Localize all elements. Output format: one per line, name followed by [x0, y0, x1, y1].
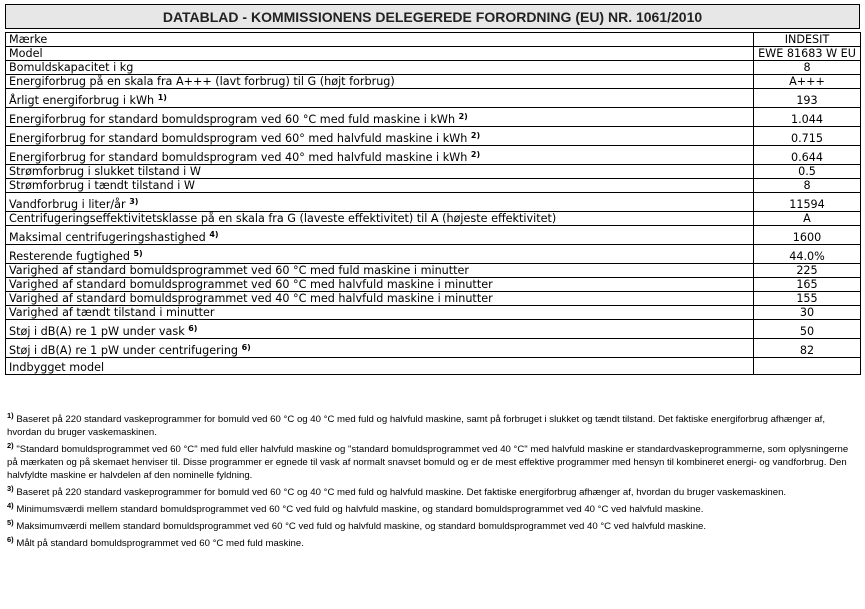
footnote-ref: 3)	[129, 197, 139, 206]
footnote-ref: 2)	[470, 150, 481, 159]
footnote-ref: 1)	[157, 93, 167, 102]
row-value: 8	[754, 61, 861, 75]
footnote	[7, 537, 855, 550]
footnote-text: Baseret på 220 standard vaskeprogrammer for bomuld ved 60 °C og 40 °C med fuld og halvfuld maskine. Det faktiske energiforbrug afhænger af, hvordan du bruger vaskemaskinen.	[16, 487, 787, 498]
table-row	[6, 75, 861, 89]
datasheet	[5, 4, 860, 375]
row-label: Vandforbrug i liter/år $^{3)}$	[6, 193, 754, 212]
table-row	[6, 264, 861, 278]
footnote-text: Målt på standard bomuldsprogrammet ved 60 °C med fuld maskine.	[16, 538, 304, 549]
footnote	[7, 413, 855, 439]
footnote	[7, 503, 855, 516]
table-row	[6, 179, 861, 193]
footnote	[7, 443, 855, 482]
row-value: A	[754, 212, 861, 226]
row-value: 165	[754, 278, 861, 292]
table-row	[6, 127, 861, 146]
table-row	[6, 89, 861, 108]
footnote-ref: 6)	[241, 343, 251, 352]
row-label: Strømforbrug i slukket tilstand i W	[6, 165, 754, 179]
table-row	[6, 165, 861, 179]
footnote-ref: 4)	[209, 230, 219, 239]
footnote-text: "Standard bomuldsprogrammet ved 60 °C" med fuld eller halvfuld maskine og "standard bomuldsprogrammet ved 40 °C" med halvfuld maskine er standardvaskeprogrammerne, som oplysningerne på mærkaten og på skemaet henviser til. Disse programmer er egnede til vask af normalt snavset bomuld og er de mest effektive programmer med hensyn til kombineret energi- og vandforbrug. Den halvfyldte maskine er halvdelen af den nominelle fyldning.	[7, 444, 849, 481]
row-label: Årligt energiforbrug i kWh $^{1)}$	[6, 89, 754, 108]
row-value: 82	[754, 339, 861, 358]
row-value: 30	[754, 306, 861, 320]
table-row	[6, 146, 861, 165]
row-label: Maksimal centrifugeringshastighed $^{4)}$	[6, 226, 754, 245]
row-value: 1.044	[754, 108, 861, 127]
footnote-mark: 4)	[7, 501, 14, 510]
row-value: 155	[754, 292, 861, 306]
row-label: Energiforbrug for standard bomuldsprogram ved 40° med halvfuld maskine i kWh $^{2)}$	[6, 146, 754, 165]
footnote-text: Baseret på 220 standard vaskeprogrammer for bomuld ved 60 °C og 40 °C med fuld og halvfuld maskine, samt på forbruget i slukket og tændt tilstand. Det faktiske energiforbrug afhænger af, hvordan du bruger vaskemaskinen.	[7, 414, 825, 438]
table-row	[6, 33, 861, 47]
datasheet-title: DATABLAD - KOMMISSIONENS DELEGEREDE FORORDNING (EU) NR. 1061/2010	[5, 4, 860, 29]
row-label: Varighed af standard bomuldsprogrammet ved 60 °C med fuld maskine i minutter	[6, 264, 754, 278]
row-label: Mærke	[6, 33, 754, 47]
row-label: Model	[6, 47, 754, 61]
table-row	[6, 226, 861, 245]
table-row	[6, 339, 861, 358]
footnote-ref: 2)	[470, 131, 481, 140]
footnote	[7, 520, 855, 533]
row-value: INDESIT	[754, 33, 861, 47]
footnote-ref: 5)	[133, 249, 143, 258]
table-row	[6, 358, 861, 375]
footnote-mark: 6)	[7, 535, 14, 544]
row-value: 1600	[754, 226, 861, 245]
row-value: 44.0%	[754, 245, 861, 264]
row-label: Energiforbrug for standard bomuldsprogram ved 60 °C med fuld maskine i kWh $^{2)}$	[6, 108, 754, 127]
row-label: Energiforbrug på en skala fra A+++ (lavt forbrug) til G (højt forbrug)	[6, 75, 754, 89]
row-value: 0.5	[754, 165, 861, 179]
row-label: Indbygget model	[6, 358, 754, 375]
row-value: 11594	[754, 193, 861, 212]
row-label: Centrifugeringseffektivitetsklasse på en skala fra G (laveste effektivitet) til A (højeste effektivitet)	[6, 212, 754, 226]
row-value: 0.644	[754, 146, 861, 165]
row-value: 225	[754, 264, 861, 278]
table-row	[6, 212, 861, 226]
row-label: Energiforbrug for standard bomuldsprogram ved 60° med halvfuld maskine i kWh $^{2)}$	[6, 127, 754, 146]
row-label: Støj i dB(A) re 1 pW under centrifugering $^{6)}$	[6, 339, 754, 358]
row-value: A+++	[754, 75, 861, 89]
row-label: Strømforbrug i tændt tilstand i W	[6, 179, 754, 193]
table-row	[6, 61, 861, 75]
table-row	[6, 278, 861, 292]
footnote-mark: 5)	[7, 518, 14, 527]
table-row	[6, 245, 861, 264]
table-row	[6, 108, 861, 127]
row-value: 50	[754, 320, 861, 339]
footnote-ref: 2)	[458, 112, 468, 121]
footnote	[7, 486, 855, 499]
row-label: Varighed af standard bomuldsprogrammet ved 60 °C med halvfuld maskine i minutter	[6, 278, 754, 292]
table-row	[6, 320, 861, 339]
row-value	[754, 358, 861, 375]
row-label: Støj i dB(A) re 1 pW under vask $^{6)}$	[6, 320, 754, 339]
footnotes	[7, 413, 855, 554]
footnote-mark: 1)	[7, 411, 14, 420]
footnote-text: Maksimumværdi mellem standard bomuldsprogrammet ved 60 °C ved fuld og halvfuld maskine, og standard bomuldsprogrammet ved 40 °C ved halvfuld maskine.	[16, 521, 707, 532]
row-label: Varighed af tændt tilstand i minutter	[6, 306, 754, 320]
table-row	[6, 47, 861, 61]
row-value: 0.715	[754, 127, 861, 146]
table-row	[6, 292, 861, 306]
row-label: Resterende fugtighed $^{5)}$	[6, 245, 754, 264]
row-label: Varighed af standard bomuldsprogrammet ved 40 °C med halvfuld maskine i minutter	[6, 292, 754, 306]
footnote-text: Minimumsværdi mellem standard bomuldsprogrammet ved 60 °C ved fuld og halvfuld maskine, og standard bomuldsprogrammet ved 40 °C ved halvfuld maskine.	[16, 504, 704, 515]
footnote-mark: 3)	[7, 484, 14, 493]
table-row	[6, 193, 861, 212]
row-label: Bomuldskapacitet i kg	[6, 61, 754, 75]
row-value: 193	[754, 89, 861, 108]
spec-table	[5, 32, 861, 375]
footnote-ref: 6)	[188, 324, 198, 333]
row-value: 8	[754, 179, 861, 193]
row-value: EWE 81683 W EU	[754, 47, 861, 61]
table-row	[6, 306, 861, 320]
footnote-mark: 2)	[7, 441, 14, 450]
